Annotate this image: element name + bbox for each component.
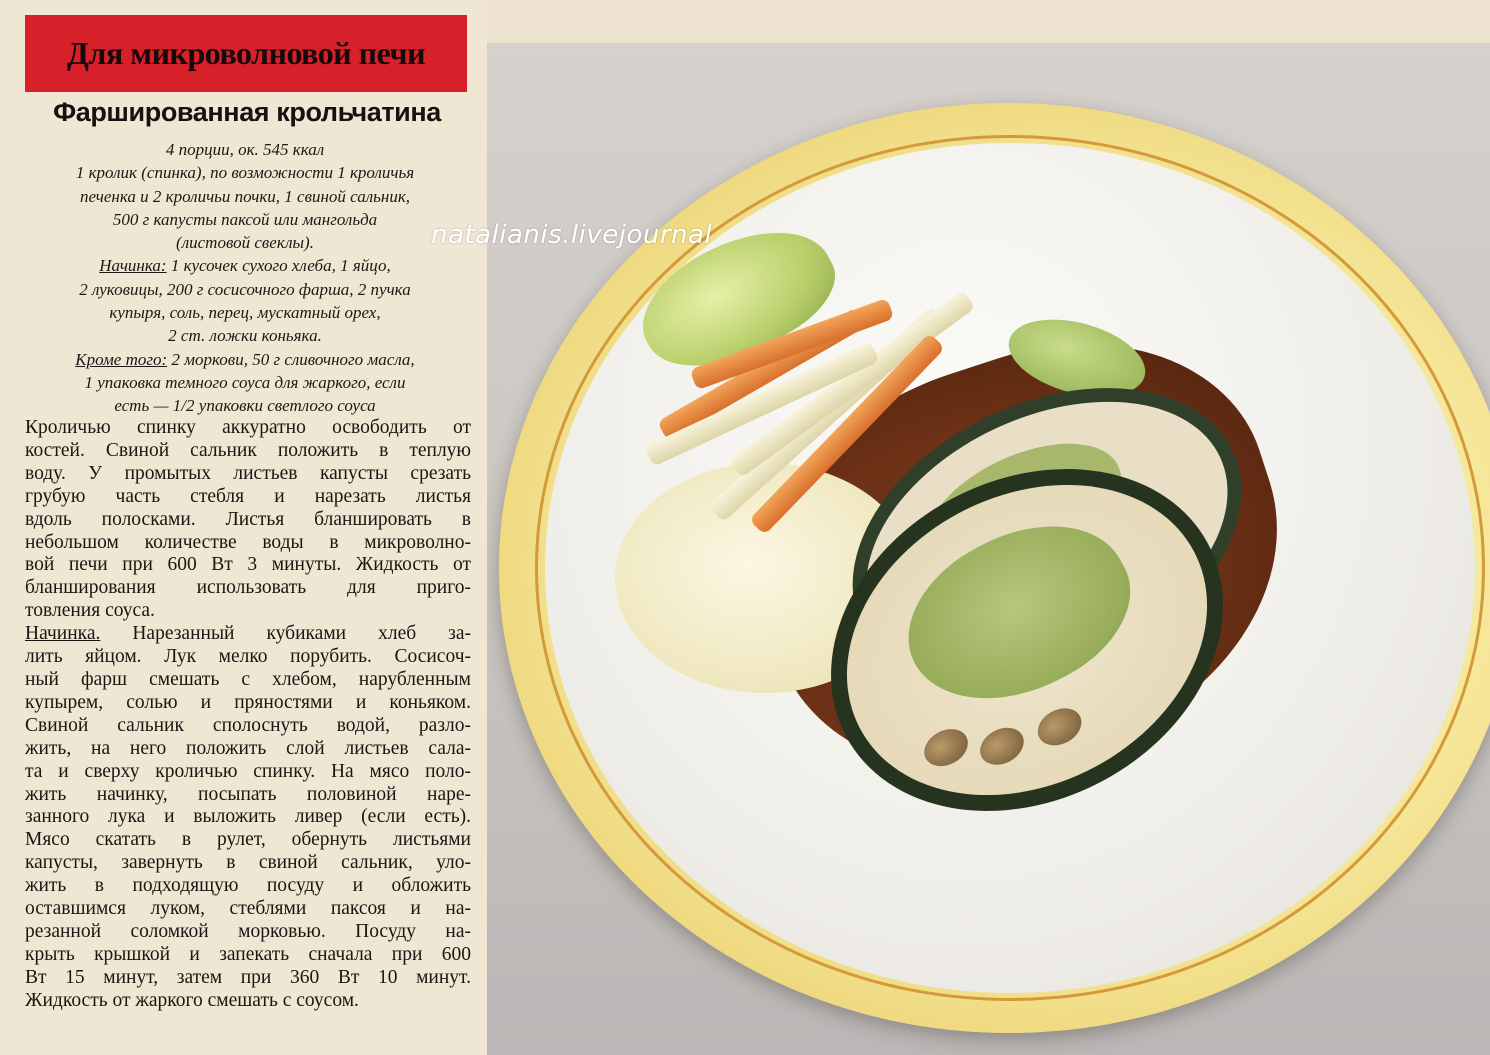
method-line: лить яйцом. Лук мелко порубить. Сосисоч- <box>25 646 471 668</box>
ingredient-line: (листовой свеклы). <box>176 233 314 253</box>
ingredients-block <box>10 138 480 418</box>
method-line: жить, на него положить слой листьев сала- <box>25 737 471 759</box>
method-line: занного лука и выложить ливер (если есть). <box>25 806 471 828</box>
method-line: Кроличью спинку аккуратно освободить от <box>25 417 471 438</box>
method-line: резанной соломкой морковью. Посуду на- <box>25 920 471 942</box>
ingredient-line: 500 г капусты паксой или мангольда <box>112 209 378 229</box>
method-line: жить в подходящую посуду и обложить <box>25 875 471 897</box>
method-line: небольшом количестве воды в микроволно- <box>25 531 471 553</box>
method-line: купырем, солью и пряностями и коньяком. <box>25 691 471 713</box>
method-text <box>25 417 471 1013</box>
method-line: ный фарш смешать с хлебом, нарубленным <box>25 668 471 690</box>
ingredient-line: 2 ст. ложки коньяка. <box>168 326 322 346</box>
method-line: капусты, завернуть в свиной сальник, уло- <box>25 852 471 874</box>
ingredient-line: есть — 1/2 упаковки светлого соуса <box>114 396 376 416</box>
ingredient-line: 1 кролик (спинка), по возможности 1 кроличья <box>75 163 415 183</box>
method-line: жить начинку, посыпать половиной наре- <box>25 783 471 805</box>
method-line: оставшимся луком, стеблями паксоя и на- <box>25 898 471 920</box>
method-filling-line <box>25 623 471 646</box>
method-text-run: Нарезанный кубиками хлеб за- <box>100 623 471 645</box>
watermark-text: natalianis.livejournal <box>431 220 713 250</box>
portions-line: 4 порции, ок. 545 ккал <box>165 140 325 159</box>
method-line: товления соуса. <box>25 600 155 622</box>
method-line: Жидкость от жаркого смешать с соусом. <box>25 989 359 1011</box>
method-line: Свиной сальник сполоснуть водой, разло- <box>25 714 471 736</box>
dish-photo <box>487 43 1490 1055</box>
method-line: воду. У промытых листьев капусты срезать <box>25 462 471 484</box>
method-line: та и сверху кроличью спинку. На мясо поло- <box>25 760 471 782</box>
method-line: грубую часть стебля и нарезать листья <box>25 485 471 507</box>
method-line: вдоль полосками. Листья бланшировать в <box>25 508 471 530</box>
ingredient-line: 1 упаковка темного соуса для жаркого, если <box>84 372 406 392</box>
ingredient-line: купыря, соль, перец, мускатный орех, <box>109 303 381 323</box>
method-filling-label: Начинка. <box>25 623 101 645</box>
recipe-title: Фаршированная крольчатина <box>53 97 441 127</box>
method-line: бланширования использовать для приго- <box>25 577 471 599</box>
section-rubric: Для микроволновой печи <box>25 15 467 92</box>
ingredient-text: 2 моркови, 50 г сливочного масла, <box>167 349 415 369</box>
ingredient-line: 2 луковицы, 200 г сосисочного фарша, 2 пучка <box>79 279 411 299</box>
extra-label: Кроме того: <box>75 349 168 369</box>
filling-label: Начинка: <box>99 256 167 276</box>
filling-ingredients-line <box>10 254 480 277</box>
method-line: костей. Свиной сальник положить в теплую <box>25 439 471 461</box>
method-line: вой печи при 600 Вт 3 минуты. Жидкость от <box>25 554 471 576</box>
method-line: Мясо скатать в рулет, обернуть листьями <box>25 829 471 851</box>
ingredient-text: 1 кусочек сухого хлеба, 1 яйцо, <box>166 256 391 276</box>
extra-ingredients-line <box>10 348 480 371</box>
recipe-text-column <box>0 0 487 1055</box>
ingredient-line: печенка и 2 кроличьи почки, 1 свиной сальник, <box>79 186 411 206</box>
method-line: крыть крышкой и запекать сначала при 600 <box>25 943 471 965</box>
method-line: Вт 15 минут, затем при 360 Вт 10 минут. <box>25 966 471 988</box>
